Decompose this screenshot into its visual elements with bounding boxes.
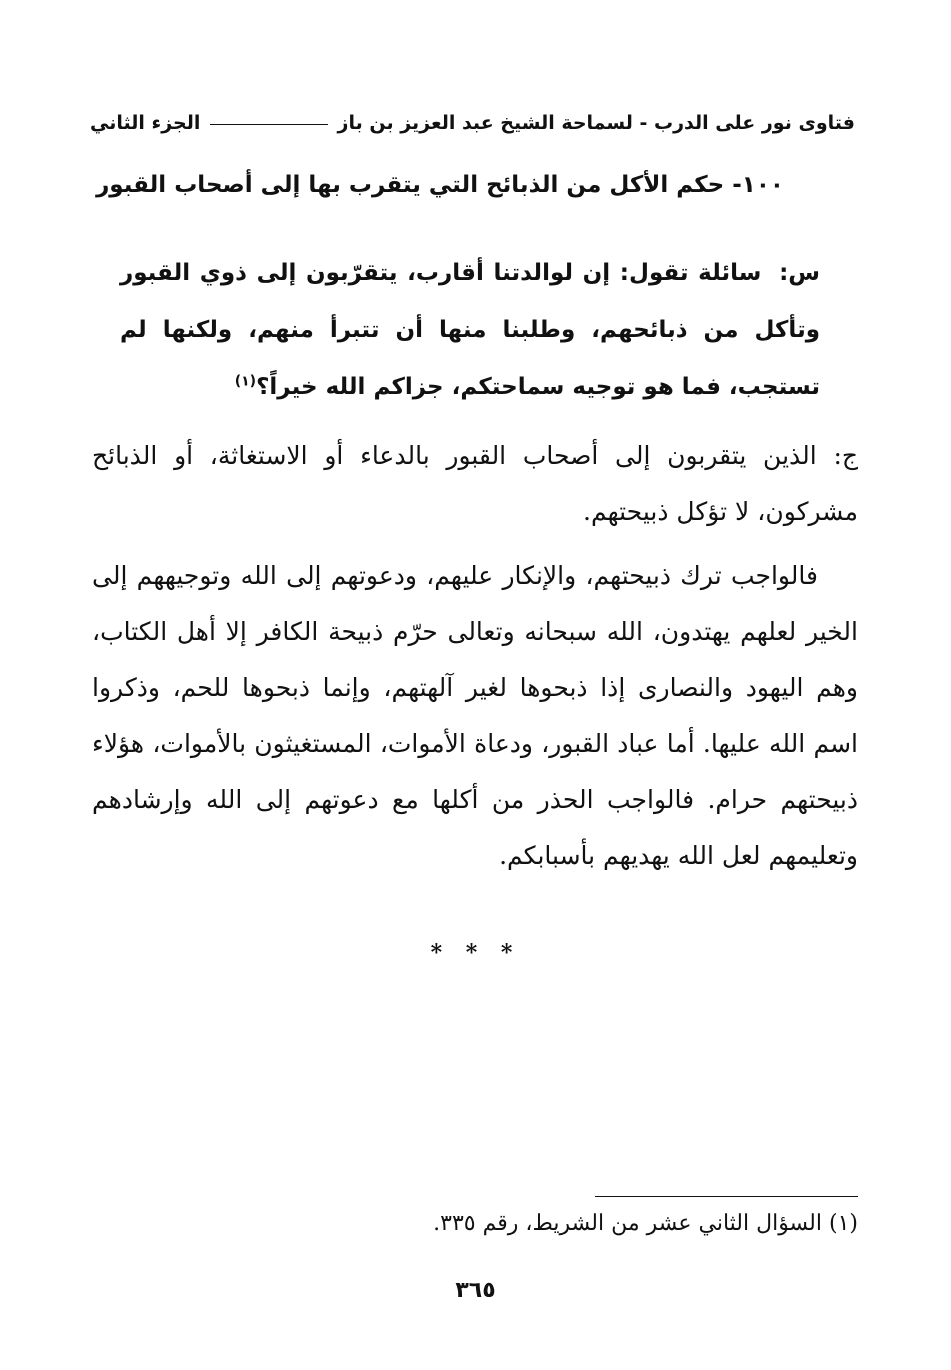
body-paragraph: فالواجب ترك ذبيحتهم، والإنكار عليهم، ودعوتهم إلى الله وتوجيههم إلى الخير لعلهم يهتدون، الله سبحانه وتعالى حرّم ذبيحة الكافر إلا أهل الكتاب، وهم اليهود والنصارى إذا ذبحوها لغير آلهتهم، وإنما ذبحوها للحم، وذكروا اسم الله عليها. أما عباد القبور، ودعاة الأموات، المستغيثون بالأموات، هؤلاء ذبيحتهم حرام. فالواجب الحذر من أكلها مع دعوتهم إلى الله وإرشادهم وتعليمهم لعل الله يهديهم بأسبابكم. [92,561,858,870]
chapter-title: ١٠٠- حكم الأكل من الذبائح التي يتقرب بها إلى أصحاب القبور [96,172,784,198]
footnote-rule [595,1196,858,1197]
footnote: (١) السؤال الثاني عشر من الشريط، رقم ٣٣٥. [433,1211,858,1236]
question-prefix: س: [779,260,820,286]
volume-label: الجزء الثاني [90,112,201,134]
answer-block [92,428,858,540]
section-separator: * * * [430,940,521,966]
question-block [120,245,820,416]
footnote-reference[interactable]: (١) [234,373,257,390]
header-rule [210,124,327,125]
question-text: سائلة تقول: إن لوالدتنا أقارب، يتقرّبون إلى ذوي القبور وتأكل من ذبائحهم، وطلبنا منها أن تتبرأ منهم، ولكنها لم تستجب، فما هو توجيه سماحتكم، جزاكم الله خيراً؟ [120,260,820,400]
book-title: فتاوى نور على الدرب - لسماحة الشيخ عبد العزيز بن باز [337,112,855,134]
answer-text: الذين يتقربون إلى أصحاب القبور بالدعاء أو الاستغاثة، أو الذبائح مشركون، لا تؤكل ذبيحتهم. [92,441,858,526]
running-header [90,112,855,134]
answer-prefix: ج: [833,441,858,470]
page-number: ٣٦٥ [455,1278,496,1303]
